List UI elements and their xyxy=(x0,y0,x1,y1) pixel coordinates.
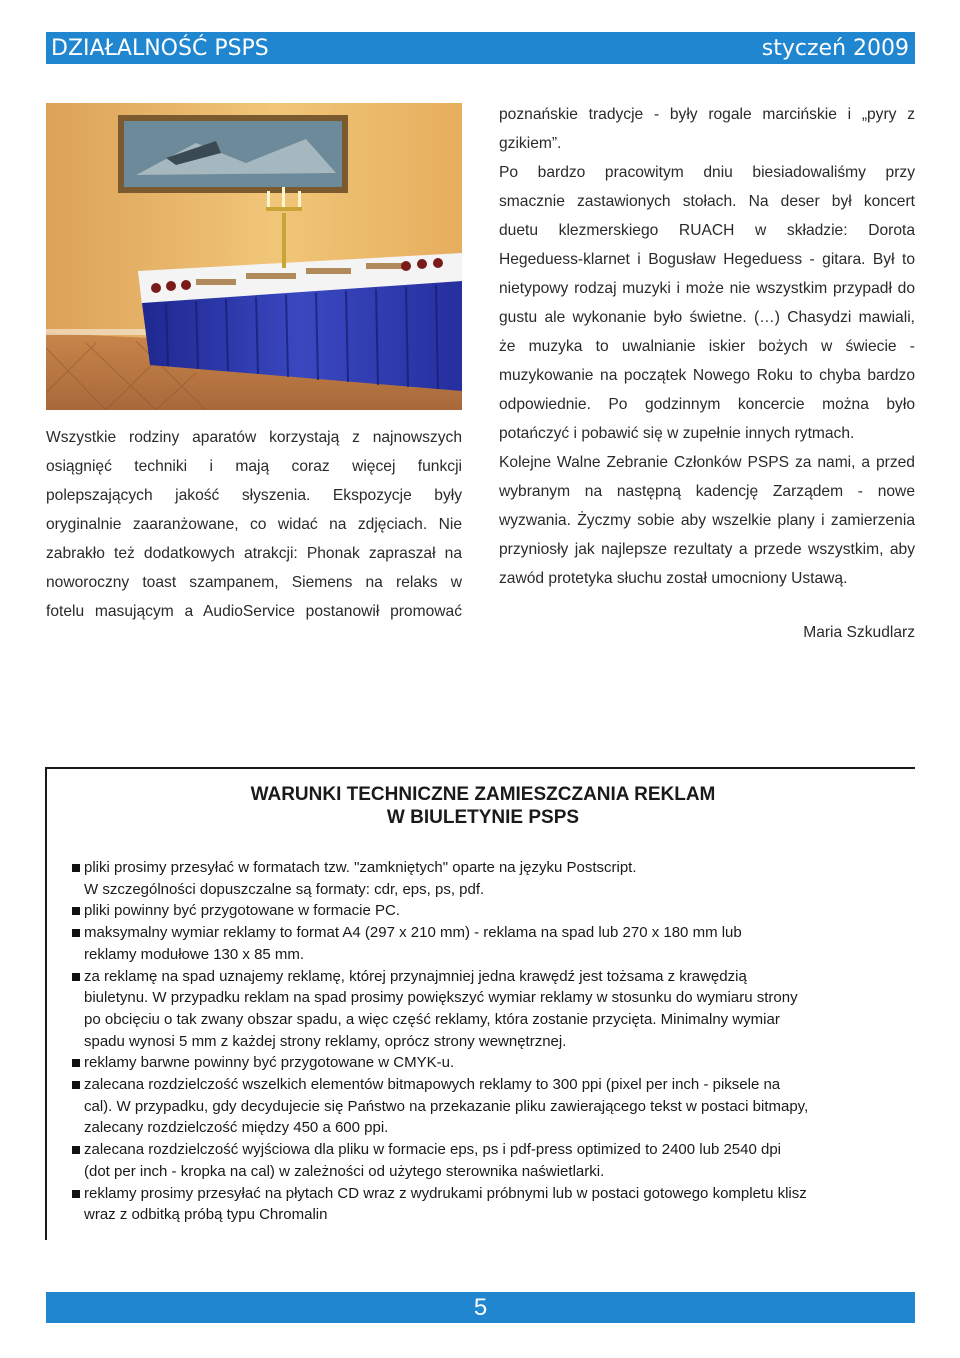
list-item-line: po obcięciu o tak zwany obszar spadu, a więc część reklamy, która zostanie przycięta. Minimalny wymiar xyxy=(84,1010,780,1028)
list-item-line: reklamy barwne powinny być przygotowane w CMYK-u. xyxy=(84,1054,455,1072)
list-item xyxy=(70,857,915,900)
text-line: wybranym na następną kadencję Zarządem - nowe xyxy=(499,483,915,500)
text-line: osiągnięć techniki i mają coraz więcej funkcji xyxy=(46,458,462,475)
list-item-line: cal). W przypadku, gdy decydujecie się Państwo na przekazanie pliku zawierającego tekst w postaci bitmapy, xyxy=(84,1097,809,1115)
text-line: Kolejne Walne Zebranie Członków PSPS za nami, a przed xyxy=(499,454,915,471)
text-line: zabrakło też dodatkowych atrakcji: Phonak zapraszał na xyxy=(46,545,462,562)
footer-bar xyxy=(46,1292,915,1323)
list-item-line: maksymalny wymiar reklamy to format A4 (297 x 210 mm) - reklama na spad lub 270 x 180 mm lub xyxy=(84,924,742,942)
issue-date: styczeń 2009 xyxy=(761,35,909,61)
text-line: gzikiem”. xyxy=(499,135,562,152)
text-line: muzykowanie na początek Nowego Roku to chyba bardzo xyxy=(499,367,915,384)
text-line: potańczyć i pobawić się w zupełnie innych rytmach. xyxy=(499,425,855,442)
text-line: duetu klezmerskiego RUACH w składzie: Dorota xyxy=(499,222,915,239)
list-item-line: biuletynu. W przypadku reklam na spad prosimy powiększyć wymiar reklamy w stosunku do wymiaru strony xyxy=(84,989,798,1007)
text-line: Po bardzo pracowitym dniu biesiadowaliśmy przy xyxy=(499,164,915,181)
text-line: zawód protetyka słuchu został umocniony Ustawą. xyxy=(499,570,848,587)
square-bullet-icon xyxy=(72,929,80,937)
ad-title-line: WARUNKI TECHNICZNE ZAMIESZCZANIA REKLAM xyxy=(250,784,716,805)
text-line: noworoczny toast szampanem, Siemens na relaks w xyxy=(46,574,462,591)
text-line: oryginalnie zaaranżowane, co widać na zdjęciach. Nie xyxy=(46,516,462,533)
list-item xyxy=(70,900,915,922)
list-item-line: W szczególności dopuszczalne są formaty: cdr, eps, ps, pdf. xyxy=(84,880,485,898)
square-bullet-icon xyxy=(72,1059,80,1067)
text-line: smacznie zastawionych stołach. Na deser był koncert xyxy=(499,193,915,210)
list-item-line: pliki prosimy przesyłać w formatach tzw. "zamkniętych" oparte na języku Postscript. xyxy=(84,859,637,876)
square-bullet-icon xyxy=(72,973,80,981)
list-item-line: pliki powinny być przygotowane w formacie PC. xyxy=(84,902,400,920)
text-line: że muzyka to uwalnianie iskier bożych w świecie - xyxy=(499,338,915,355)
square-bullet-icon xyxy=(72,1190,80,1198)
list-item-line: spadu wynosi 5 mm z każdej strony reklamy, oprócz strony wewnętrznej. xyxy=(84,1032,567,1050)
list-item xyxy=(70,966,915,1053)
list-item xyxy=(70,1052,915,1074)
list-item-line: zalecana rozdzielczość wyjściowa dla pliku w formacie eps, ps i pdf-press optimized to 2400 lub 2540 dpi xyxy=(84,1141,782,1159)
text-line: przyniosły jak najlepsze rezultaty a przede wszystkim, aby xyxy=(499,541,915,558)
list-item-line: reklamy modułowe 130 x 85 mm. xyxy=(84,945,305,963)
list-item xyxy=(70,922,915,965)
list-item-line: zalecana rozdzielczość wszelkich elementów bitmapowych reklamy to 300 ppi (pixel per inch - piksele na xyxy=(84,1076,781,1094)
page-number: 5 xyxy=(473,1294,488,1321)
ad-conditions-list xyxy=(70,857,915,1226)
text-line: fotelu masującym a AudioService postanowił promować xyxy=(46,603,462,620)
text-line: nietypowy rodzaj muzyki i może nie wszystkim przypadł do xyxy=(499,280,915,297)
text-line: Wszystkie rodziny aparatów korzystają z najnowszych xyxy=(46,429,462,446)
right-column-text xyxy=(499,100,915,593)
text-line: wyzwania. Życzmy sobie aby wszelkie plany i zamierzenia xyxy=(499,512,915,529)
header-bar xyxy=(46,32,915,64)
author-signature: Maria Szkudlarz xyxy=(803,624,915,641)
list-item-line: zalecany rozdzielczość między 450 a 600 ppi. xyxy=(84,1119,389,1137)
text-line: poznańskie tradycje - były rogale marcińskie i „pyry z xyxy=(499,106,915,123)
list-item-line: (dot per inch - kropka na cal) w zależności od użytego sterownika naświetlarki. xyxy=(84,1162,605,1180)
ad-conditions-title xyxy=(45,783,921,829)
square-bullet-icon xyxy=(72,1146,80,1154)
list-item xyxy=(70,1183,915,1226)
event-photo xyxy=(46,103,462,410)
list-item-line: reklamy prosimy przesyłać na płytach CD wraz z wydrukami próbnymi lub w postaci gotowego kompletu klisz xyxy=(84,1184,807,1202)
square-bullet-icon xyxy=(72,907,80,915)
list-item xyxy=(70,1074,915,1139)
square-bullet-icon xyxy=(72,1081,80,1089)
list-item-line: wraz z odbitką próbą typu Chromalin xyxy=(84,1206,328,1224)
ad-title-line: W BIULETYNIE PSPS xyxy=(386,807,580,828)
left-column-text xyxy=(46,423,462,626)
text-line: odpowiednie. Po godzinnym koncercie można było xyxy=(499,396,915,413)
square-bullet-icon xyxy=(72,864,80,872)
list-item-line: za reklamę na spad uznajemy reklamę, której przynajmniej jedna krawędź jest tożsama z krawędzią xyxy=(84,967,747,985)
text-line: gustu ale wykonanie było świetne. (…) Chasydzi mawiali, xyxy=(499,309,915,326)
list-item xyxy=(70,1139,915,1182)
section-title: DZIAŁALNOŚĆ PSPS xyxy=(51,35,269,61)
text-line: Hegeduess-klarnet i Bogusław Hegeduess - gitara. Był to xyxy=(499,251,915,268)
text-line: polepszających jakość słyszenia. Ekspozycje były xyxy=(46,487,462,504)
